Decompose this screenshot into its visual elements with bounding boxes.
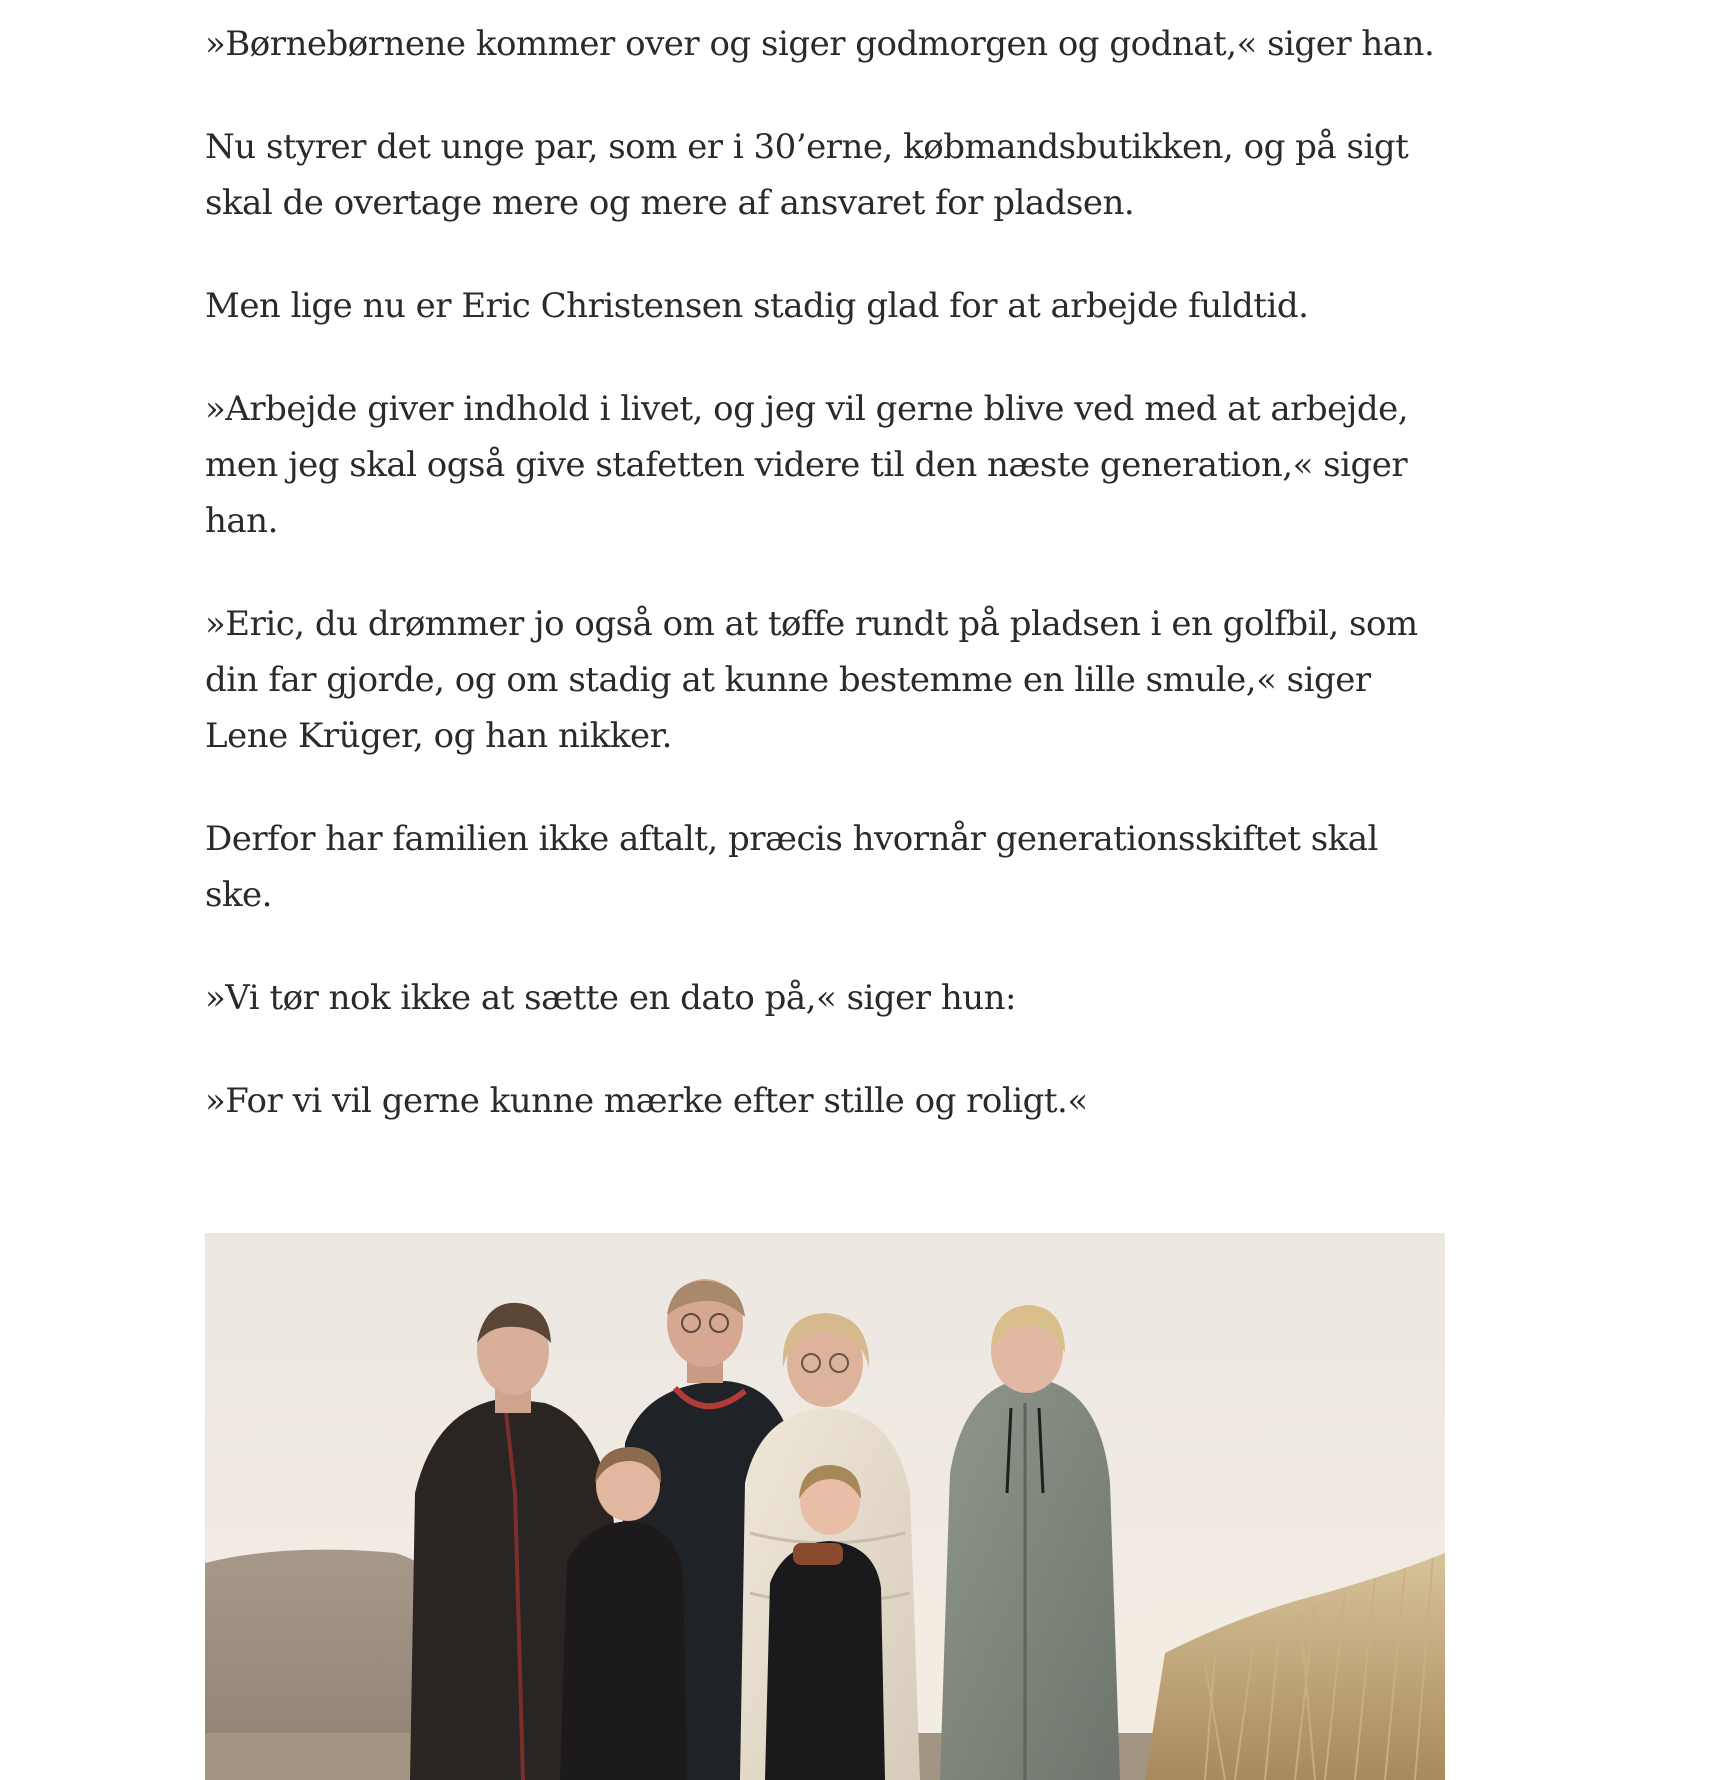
article-paragraph: »Børnebørnene kommer over og siger godmorgen og godnat,« siger han. — [205, 24, 1435, 64]
article-paragraph: »For vi vil gerne kunne mærke efter stille og roligt.« — [205, 1081, 1088, 1121]
article-paragraph: »Vi tør nok ikke at sætte en dato på,« siger hun: — [205, 978, 1016, 1018]
article-paragraph: »Eric, du drømmer jo også om at tøffe rundt på pladsen i en golfbil, som din far gjorde, og om stadig at kunne bestemme en lille smule,« siger Lene Krüger, og han nikker. — [205, 604, 1418, 756]
article-paragraph: Nu styrer det unge par, som er i 30’erne, købmandsbutikken, og på sigt skal de overtage mere og mere af ansvaret for pladsen. — [205, 127, 1409, 223]
article-paragraph: Men lige nu er Eric Christensen stadig glad for at arbejde fuldtid. — [205, 286, 1309, 326]
article-body — [205, 16, 1445, 1176]
article-photo — [205, 1233, 1445, 1780]
article-paragraph: »Arbejde giver indhold i livet, og jeg vil gerne blive ved med at arbejde, men jeg skal også give stafetten videre til den næste generation,« siger han. — [205, 389, 1409, 541]
article-paragraph: Derfor har familien ikke aftalt, præcis hvornår generationsskiftet skal ske. — [205, 819, 1378, 915]
